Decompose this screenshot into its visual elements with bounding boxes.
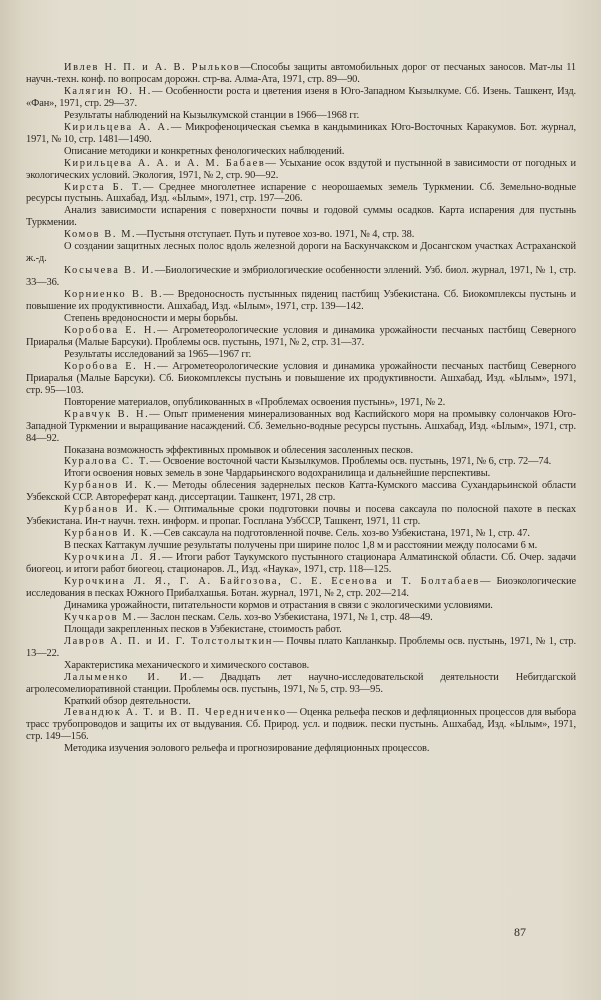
entry-title: —Способы защиты автомобильных дорог от песчаных заносов. Мат-лы 11 научн.-техн. конф. по вопросам дорожн. стр-ва. Алма-Ата, 1971, стр. 89—90. <box>26 62 576 85</box>
note-text: Показана возможность эффективных промывок и облесения засоленных песков. <box>64 444 413 456</box>
bibliography-entry <box>26 122 576 146</box>
entry-authors: Куралова С. Т. <box>64 456 151 468</box>
annotation-note <box>26 445 576 457</box>
bibliography-entry <box>26 576 576 600</box>
entry-authors: Курбанов И. К. <box>64 480 158 492</box>
note-text: О создании защитных лесных полос вдоль железной дороги на Баскунчакском и Досангском участках Астраханской ж.-д. <box>26 241 576 265</box>
note-text: Степень вредоносности и меры борьбы. <box>64 313 238 325</box>
entry-authors: Ивлев Н. П. и А. В. Рыльков <box>64 62 241 73</box>
entry-authors: Лалыменко И. И. <box>64 671 193 683</box>
annotation-note <box>26 397 576 409</box>
entry-authors: Левандюк А. Т. и В. П. Чередниченко <box>64 707 287 719</box>
entry-authors: Лавров А. П. и И. Г. Толстолыткин <box>64 635 273 647</box>
bibliography-entry <box>26 409 576 445</box>
annotation-note <box>26 313 576 325</box>
bibliography-entry <box>26 86 576 110</box>
annotation-note <box>26 146 576 158</box>
entry-authors: Кирильцева А. А. и А. М. Бабаев <box>64 157 266 169</box>
entry-authors: Корниенко В. В. <box>64 289 164 301</box>
bibliography-entry <box>26 265 576 289</box>
note-text: Результаты наблюдений на Кызылкумской станции в 1966—1968 гг. <box>64 109 360 121</box>
bibliography-entry <box>26 361 576 397</box>
entry-authors: Кравчук В. Н. <box>64 408 150 420</box>
entry-title: — Итоги работ Таукумского пустынного стационара Алматинской области. Сб. Очер. задачи биогеоц. и итоги работ биогеоц. стационаров. Л., Изд. «Наука», 1971, стр. 118—125. <box>26 552 577 576</box>
entry-title: — Двадцать лет научно-исследовательской деятельности Небитдагской агролесомелиоративной станции. Проблемы осв. пустынь, 1971, № 5, стр. 93—95. <box>26 671 576 695</box>
entry-authors: Комов В. М. <box>64 229 137 241</box>
bibliography-entry <box>26 707 576 743</box>
entry-title: — Вредоносность пустынных пядениц пастбищ Узбекистана. Сб. Биокомплексы пустынь и повышение их продуктивности. Ашхабад, Изд. «Ылым», 1971, стр. 139—142. <box>26 289 576 313</box>
bibliography-entry <box>26 158 576 182</box>
entry-authors: Калягин Ю. Н. <box>64 85 152 97</box>
bibliography-entry <box>26 612 576 624</box>
entry-authors: Кирильцева А. А. <box>64 121 171 133</box>
entry-title: —Биологические и эмбриологические особенности эллений. Узб. биол. журнал, 1971, № 1, стр. 33—36. <box>26 265 577 289</box>
entry-title: — Заслон пескам. Сель. хоз-во Узбекистана, 1971, № 1, стр. 48—49. <box>137 611 433 623</box>
entry-title: — Оптимальные сроки подготовки почвы и посева саксаула по полосной пахоте в песках Узбекистана. Ин-т научн. техн. информ. и пропаг. Госплана УзбССР, Ташкент, 1971, 11 стр. <box>26 504 577 528</box>
annotation-note <box>26 600 576 612</box>
note-text: Краткий обзор деятельности. <box>64 695 191 707</box>
annotation-note <box>26 660 576 672</box>
bibliography-entry <box>26 325 576 349</box>
bibliography-entry <box>26 456 576 468</box>
entry-title: — Оценка рельефа песков и дефляционных процессов для выбора трасс трубопроводов и защиты их от выдувания. Сб. Природ. усл. и подвиж. пески пустынь. Ашхабад, Изд. «Ылым», 1971, стр. 149—156. <box>26 707 577 743</box>
annotation-note <box>26 540 576 552</box>
entry-authors: Курочкина Л. Я., Г. А. Байгозова, С. Е. Есенова и Т. Болтабаев <box>64 575 480 587</box>
entry-authors: Курочкина Л. Я. <box>64 552 163 564</box>
page-number: 87 <box>514 925 526 939</box>
entry-title: — Опыт применения минерализованных вод Каспийского моря на промывку солончаков Юго-Западной Туркмении и выращивание насаждений. Сб. Земельно-водные ресурсы пустынь. Ашхабад, Изд. «Ылым», 1971, стр. 84—92. <box>26 408 577 444</box>
entry-title: —Сев саксаула на подготовленной почве. Сель. хоз-во Узбекистана, 1971, № 1, стр. 47. <box>153 528 530 540</box>
annotation-note <box>26 743 576 755</box>
entry-title: — Методы облесения задернелых песков Катта-Кумского массива Сухандарьинской области Узбекской ССР. Автореферат канд. диссертации. Ташкент, 1971, 28 стр. <box>26 480 576 504</box>
note-text: Характеристика механического и химического составов. <box>64 659 310 671</box>
note-text: В песках Каттакум лучшие результаты получены при ширине полос 1,8 м и расстоянии между полосами 6 м. <box>64 540 538 552</box>
bibliography-entry <box>26 480 576 504</box>
entry-authors: Коробова Е. Н. <box>64 324 158 336</box>
note-text: Результаты исследований за 1965—1967 гг. <box>64 348 252 360</box>
bibliography-list <box>26 62 576 755</box>
entry-title: — Микрофеноцическая съемка в кандыминиках Юго-Восточных Каракумов. Бот. журнал, 1971, № 10, стр. 1481—1490. <box>26 121 576 145</box>
entry-authors: Кучкаров М. <box>64 611 138 623</box>
note-text: Методика изучения эолового рельефа и прогнозирование дефляционных процессов. <box>64 743 430 755</box>
note-text: Повторение материалов, опубликованных в «Проблемах освоения пустынь», 1971, № 2. <box>64 396 446 408</box>
entry-authors: Коробова Е. Н. <box>64 360 158 372</box>
entry-authors: Курбанов И. К. <box>64 528 154 540</box>
note-text: Итоги освоения новых земель в зоне Чардарьинского водохранилища и дальнейшие перспективы. <box>64 468 491 480</box>
bibliography-entry <box>26 528 576 540</box>
bibliography-entry <box>26 182 576 206</box>
annotation-note <box>26 110 576 122</box>
annotation-note <box>26 241 576 265</box>
bibliography-entry <box>26 636 576 660</box>
entry-title: — Особенности роста и цветения изеня в Юго-Западном Кызылкуме. Сб. Изень. Ташкент, Изд. «Фан», 1971, стр. 29—37. <box>26 85 577 109</box>
entry-authors: Курбанов И. К. <box>64 504 159 516</box>
entry-authors: Кирста Б. Т. <box>64 181 143 193</box>
annotation-note <box>26 349 576 361</box>
bibliography-entry <box>26 552 576 576</box>
entry-title: — Усыхание осок вздутой и пустынной в зависимости от погодных и экологических условий. Экология, 1971, № 2, стр. 90—92. <box>26 157 577 181</box>
bibliography-entry <box>26 229 576 241</box>
note-text: Площади закрепленных песков в Узбекистане, стоимость работ. <box>64 623 342 635</box>
entry-title: — Агрометеорологические условия и динамика урожайности песчаных пастбищ Северного Приаралья (Малые Барсуки). Проблемы осв. пустынь, 1971, № 2, стр. 31—37. <box>26 324 576 348</box>
entry-title: — Освоение восточной части Кызылкумов. Проблемы осв. пустынь, 1971, № 6, стр. 72—74. <box>150 456 552 468</box>
note-text: Динамика урожайности, питательности кормов и отрастания в связи с экологическими условиями. <box>64 599 493 611</box>
entry-title: — Агрометеорологические условия и динамика урожайности песчаных пастбищ Северного Приаралья (Малые Барсуки). Сб. Биокомплексы пустынь и повышение их продуктивности. Ашхабад, Изд. «Ылым», 1971, стр. 95—103. <box>26 360 576 396</box>
bibliography-entry <box>26 62 576 86</box>
note-text: Анализ зависимости испарения с поверхности почвы и годовой суммы осадков. Карта испарения для пустынь Туркмении. <box>26 205 576 229</box>
entry-title: — Среднее многолетнее испарение с неорошаемых земель Туркмении. Сб. Земельно-водные ресурсы пустынь. Ашхабад, Изд. «Ылым», 1971, стр. 197—206. <box>26 181 576 205</box>
bibliography-entry <box>26 289 576 313</box>
annotation-note <box>26 468 576 480</box>
note-text: Описание методики и конкретных фенологических наблюдений. <box>64 145 345 157</box>
bibliography-entry <box>26 504 576 528</box>
entry-title: — Биоэкологические исследования в песках Южного Прибалхашья. Ботан. журнал, 1971, № 2, стр. 202—214. <box>26 575 576 599</box>
entry-title: —Пустыня отступает. Путь и путевое хоз-во. 1971, № 4, стр. 38. <box>136 229 415 241</box>
bibliography-entry <box>26 672 576 696</box>
annotation-note <box>26 696 576 708</box>
entry-title: — Почвы плато Капланкыр. Проблемы осв. пустынь, 1971, № 1, стр. 13—22. <box>26 635 576 659</box>
annotation-note <box>26 624 576 636</box>
annotation-note <box>26 205 576 229</box>
entry-authors: Косычева В. И. <box>64 265 155 277</box>
